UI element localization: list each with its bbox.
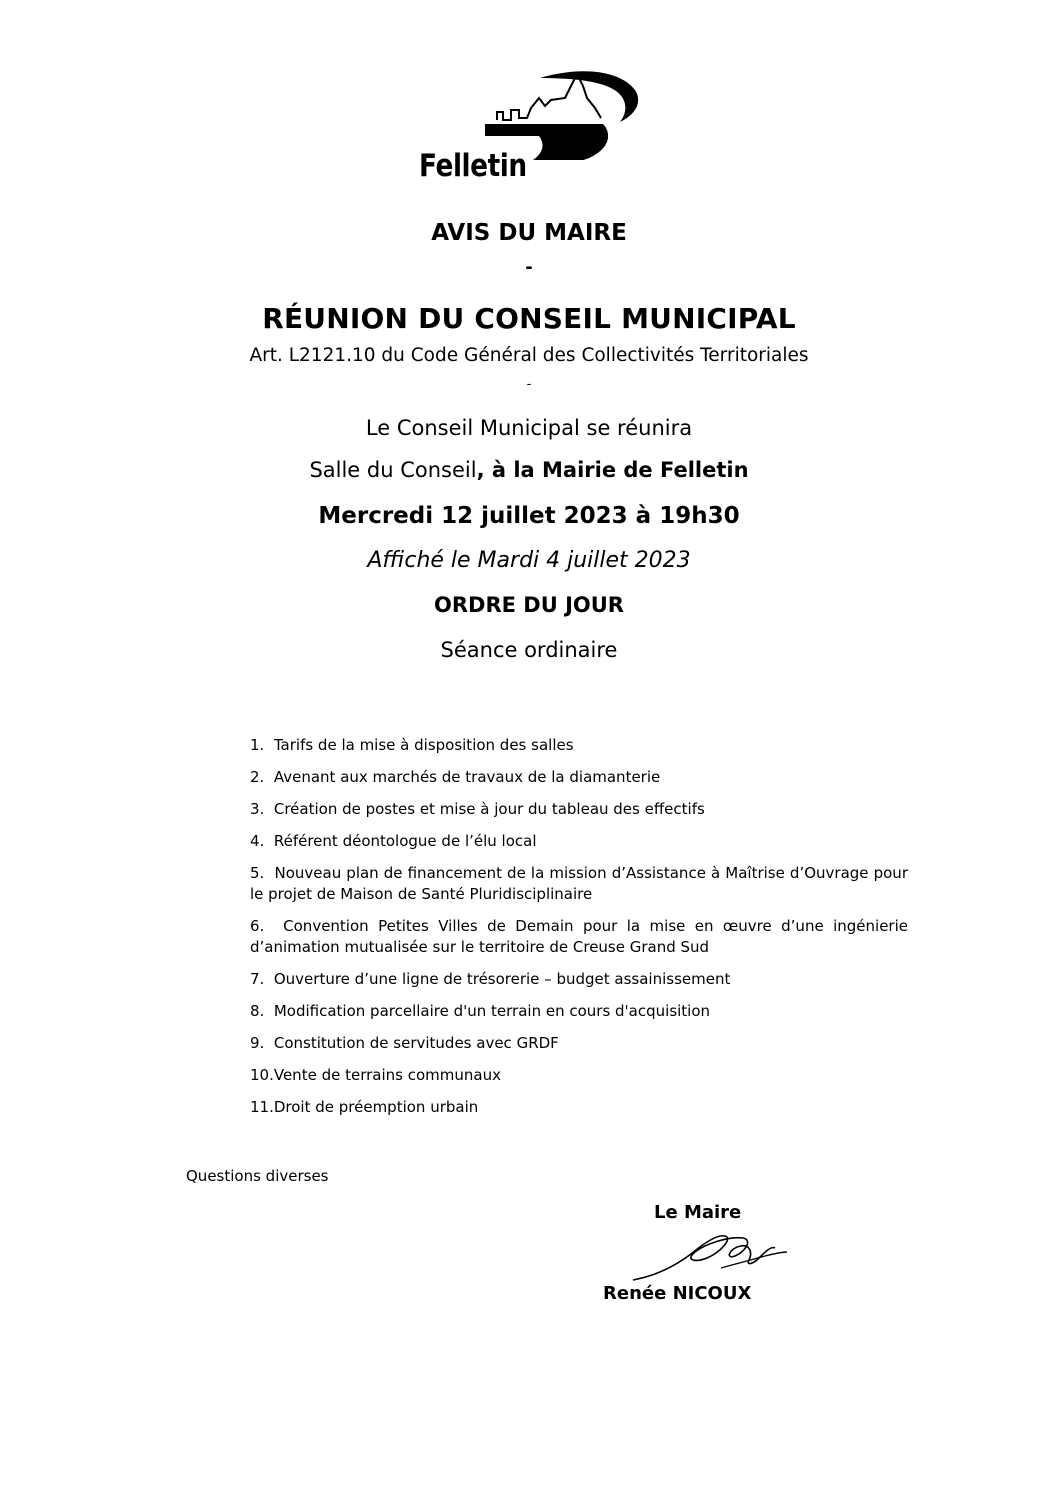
meeting-location <box>0 458 1058 482</box>
signatory-name: Renée NICOUX <box>603 1283 752 1304</box>
agenda-item-number: 4. <box>250 832 265 850</box>
agenda-item <box>250 1097 908 1129</box>
agenda-item <box>250 799 908 831</box>
separator-dash: - <box>525 257 533 278</box>
agenda-item-text: Droit de préemption urbain <box>273 1098 479 1116</box>
logo-text: Felletin <box>419 148 527 184</box>
page-title: RÉUNION DU CONSEIL MUNICIPAL <box>262 302 796 335</box>
agenda-item <box>250 916 908 969</box>
agenda-item <box>250 831 908 863</box>
meeting-intro: Le Conseil Municipal se réunira <box>365 416 693 440</box>
agenda-item-number: 3. <box>250 800 265 818</box>
agenda-item <box>250 767 908 799</box>
agenda-item-number: 11. <box>250 1098 274 1116</box>
location-room: Salle du Conseil <box>309 458 477 482</box>
agenda-item-text: Vente de terrains communaux <box>273 1066 501 1084</box>
agenda-title: ORDRE DU JOUR <box>434 593 624 617</box>
agenda-item <box>250 735 908 767</box>
agenda-item-text: Convention Petites Villes de Demain pour la mise en œuvre d’une ingénierie d’animation mutualisée sur le territoire de Creuse Grand Sud <box>250 917 908 956</box>
agenda-item-number: 6. <box>250 917 265 935</box>
agenda-item-text: Création de postes et mise à jour du tableau des effectifs <box>273 800 705 818</box>
agenda-item-text: Constitution de servitudes avec GRDF <box>273 1034 559 1052</box>
agenda-list <box>250 735 908 1129</box>
notice-heading: AVIS DU MAIRE <box>431 220 627 246</box>
agenda-item <box>250 863 908 916</box>
agenda-item-number: 1. <box>250 736 265 754</box>
separator-dash: - <box>526 377 532 392</box>
posted-date: Affiché le Mardi 4 juillet 2023 <box>367 548 691 573</box>
handwritten-signature-icon <box>625 1218 795 1290</box>
misc-questions: Questions diverses <box>186 1167 329 1185</box>
felletin-town-logo-icon <box>415 60 645 160</box>
agenda-item-number: 7. <box>250 970 265 988</box>
agenda-item-text: Référent déontologue de l’élu local <box>273 832 537 850</box>
agenda-item <box>250 969 908 1001</box>
agenda-item-text: Tarifs de la mise à disposition des salles <box>273 736 574 754</box>
agenda-item-number: 9. <box>250 1034 265 1052</box>
signatory-title: Le Maire <box>654 1202 742 1223</box>
location-town-hall: , à la Mairie de Felletin <box>476 458 749 482</box>
agenda-item-text: Modification parcellaire d'un terrain en cours d'acquisition <box>273 1002 711 1020</box>
agenda-item-text: Avenant aux marchés de travaux de la diamanterie <box>273 768 661 786</box>
agenda-item-number: 8. <box>250 1002 265 1020</box>
agenda-item <box>250 1065 908 1097</box>
felletin-logo <box>415 60 645 188</box>
agenda-item-number: 2. <box>250 768 265 786</box>
agenda-item <box>250 1001 908 1033</box>
agenda-item <box>250 1033 908 1065</box>
agenda-item-number: 10. <box>250 1066 274 1084</box>
agenda-item-number: 5. <box>250 864 265 882</box>
legal-reference: Art. L2121.10 du Code Général des Collectivités Territoriales <box>249 345 809 366</box>
meeting-date: Mercredi 12 juillet 2023 à 19h30 <box>318 503 740 529</box>
session-type: Séance ordinaire <box>440 638 618 662</box>
agenda-item-text: Ouverture d’une ligne de trésorerie – budget assainissement <box>273 970 731 988</box>
signature-icon <box>625 1218 795 1290</box>
agenda-item-text: Nouveau plan de financement de la mission d’Assistance à Maîtrise d’Ouvrage pour le projet de Maison de Santé Pluridisciplinaire <box>250 864 908 903</box>
